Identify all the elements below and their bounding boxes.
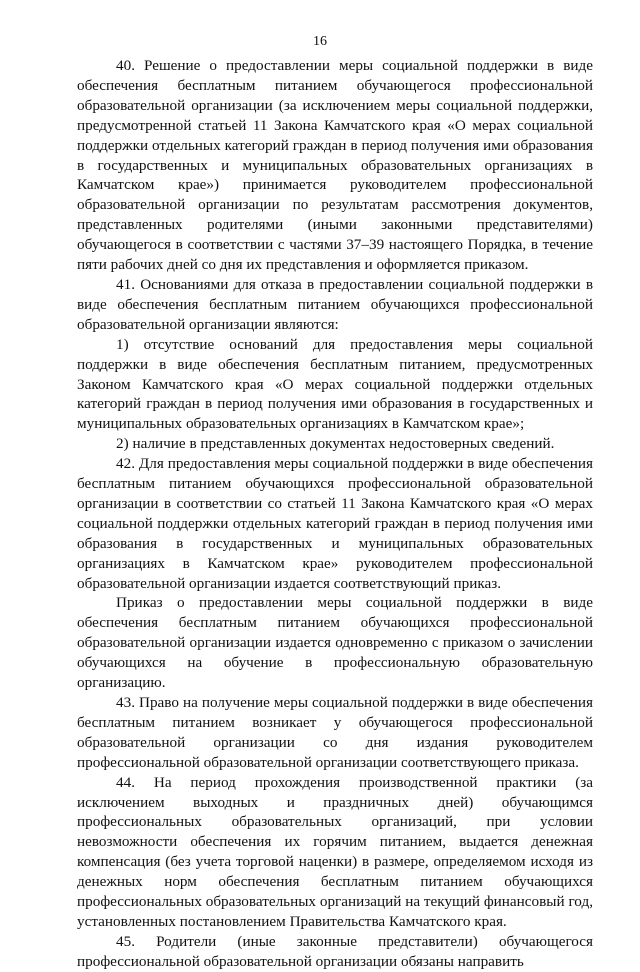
paragraph-40: 40. Решение о предоставлении меры социальной поддержки в виде обеспечения бесплатным питанием обучающегося профессиональной образовательной организации (за исключением меры социальной поддержки, предусмотренной статьей 11 Закона Камчатского края «О мерах социальной поддержки отдельных категорий граждан в период получения ими образования в государственных и муниципальных образовательных организациях в Камчатском крае») принимается руководителем профессиональной образовательной организации по результатам рассмотрения документов, представленных родителями (иными законными представителями) обучающегося в соответствии с частями 37–39 настоящего Порядка, в течение пяти рабочих дней со дня их представления и оформляется приказом.	[77, 57, 593, 274]
paragraph-44: 44. На период прохождения производственной практики (за исключением выходных и праздничных дней) обучающимся профессиональных образовательных организаций, при условии невозможности обеспечения их горячим питанием, выдается денежная компенсация (без учета торговой наценки) в размере, определяемом исходя из денежных норм обеспечения бесплатным питанием обучающихся профессиональных образовательных организаций на текущий финансовый год, установленных постановлением Правительства Камчатского края.	[77, 773, 593, 930]
paragraph-41-item-1: 1) отсутствие оснований для предоставления меры социальной поддержки в виде обеспечения бесплатным питанием, предусмотренных Законом Камчатского края «О мерах социальной поддержки отдельных категорий граждан в период получения ими образования в государственных и муниципальных образовательных организациях в Камчатском крае»;	[77, 335, 593, 433]
paragraph-41-item-2: 2) наличие в представленных документах недостоверных сведений.	[116, 435, 555, 453]
paragraph-42-order: Приказ о предоставлении меры социальной поддержки в виде обеспечения бесплатным питанием обучающихся профессиональной образовательной организации издается одновременно с приказом о зачислении обучающихся на обучение в профессиональную образовательную организацию.	[77, 594, 593, 692]
paragraph-45: 45. Родители (иные законные представители) обучающегося профессиональной образовательной организации обязаны направить	[77, 932, 593, 970]
paragraph-43: 43. Право на получение меры социальной поддержки в виде обеспечения бесплатным питанием возникает у обучающегося профессиональной образовательной организации со дня издания руководителем профессиональной образовательной организации соответствующего приказа.	[77, 694, 593, 771]
paragraph-42: 42. Для предоставления меры социальной поддержки в виде обеспечения бесплатным питанием обучающихся профессиональной образовательной организации в соответствии со статьей 11 Закона Камчатского края «О мерах социальной поддержки отдельных категорий граждан в период получения ими образования в государственных и муниципальных образовательных организациях в Камчатском крае» руководителем профессиональной образовательной организации издается соответствующий приказ.	[77, 455, 593, 592]
paragraph-41: 41. Основаниями для отказа в предоставлении социальной поддержки в виде обеспечения бесплатным питанием обучающихся профессиональной образовательной организации являются:	[77, 275, 593, 333]
page-number: 16	[313, 34, 327, 49]
document-body	[77, 56, 593, 972]
